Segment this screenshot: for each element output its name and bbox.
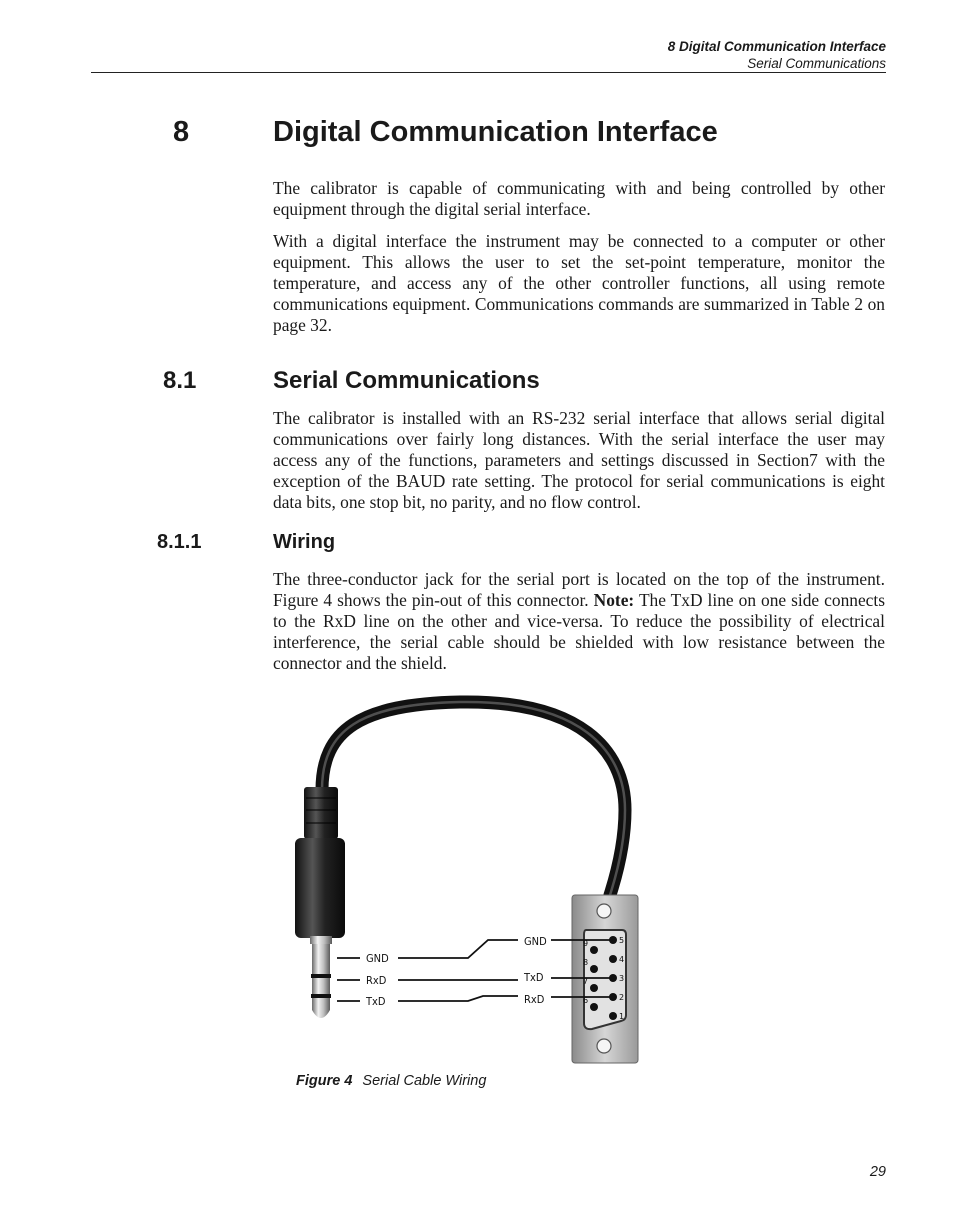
section-title: Serial Communications — [273, 367, 540, 394]
jack-label-rxd: RxD — [366, 974, 387, 987]
figure-caption-text: Serial Cable Wiring — [362, 1073, 487, 1089]
header-rule — [91, 72, 886, 73]
pin-2: 2 — [619, 993, 625, 1002]
pin-1: 1 — [619, 1012, 625, 1021]
pin-8: 8 — [583, 958, 589, 967]
note-label: Note: — [593, 590, 635, 610]
jack-label-txd: TxD — [366, 995, 386, 1008]
jack-label-gnd: GND — [366, 952, 389, 965]
running-header — [668, 38, 886, 72]
wiring-text-before: The three-conductor jack for the serial port is located on the top of the instrument. Figure 4 shows the pin-out of this connector. — [273, 569, 885, 610]
wiring-paragraph — [273, 569, 885, 674]
db9-label-txd: TxD — [524, 971, 544, 984]
pin-5: 5 — [619, 936, 625, 945]
figure-caption — [296, 1073, 486, 1089]
page-number: 29 — [869, 1164, 886, 1180]
db9-connector — [572, 895, 638, 1063]
section-paragraph: The calibrator is installed with an RS-232 serial interface that allows serial digital communications over fairly long distances. With the serial interface the user may access any of the functions, parameters and settings discussed in Section7 with the exception of the BAUD rate setting. The protocol for serial communications is eight data bits, one stop bit, no parity, and no flow control. — [273, 408, 885, 512]
chapter-title: Digital Communication Interface — [273, 116, 718, 148]
subsection-number: 8.1.1 — [157, 531, 202, 553]
pin-7: 7 — [583, 977, 589, 986]
db9-label-rxd: RxD — [524, 993, 545, 1006]
pin-3: 3 — [619, 974, 625, 983]
pin-6: 6 — [583, 996, 589, 1005]
chapter-number: 8 — [173, 116, 190, 148]
section-number: 8.1 — [163, 367, 197, 394]
wiring-text-after: The TxD line on one side connects to the RxD line on the other and vice-versa. To reduce the possibility of electrical interference, the serial cable should be shielded with low resistance between the connector and the shield. — [273, 590, 885, 673]
db9-label-gnd: GND — [524, 935, 547, 948]
stereo-jack — [295, 787, 345, 1018]
chapter-paragraph-2: With a digital interface the instrument may be connected to a computer or other equipment. This allows the user to set the set-point temperature, monitor the temperature, and access any of the other controller functions, all using remote communications equipment. Communications commands are summarized in Table 2 on page 32. — [273, 231, 885, 335]
chapter-paragraph-1: The calibrator is capable of communicating with and being controlled by other equipment through the digital serial interface. — [273, 178, 885, 219]
figure-number: Figure 4 — [296, 1073, 353, 1089]
pin-9: 9 — [583, 939, 589, 948]
header-section: Serial Communications — [747, 56, 886, 71]
pin-4: 4 — [619, 955, 625, 964]
serial-cable-figure — [280, 690, 650, 1070]
cable — [322, 702, 625, 895]
subsection-title: Wiring — [273, 531, 336, 553]
jack-wires — [337, 940, 518, 1008]
header-chapter: 8 Digital Communication Interface — [667, 39, 886, 54]
